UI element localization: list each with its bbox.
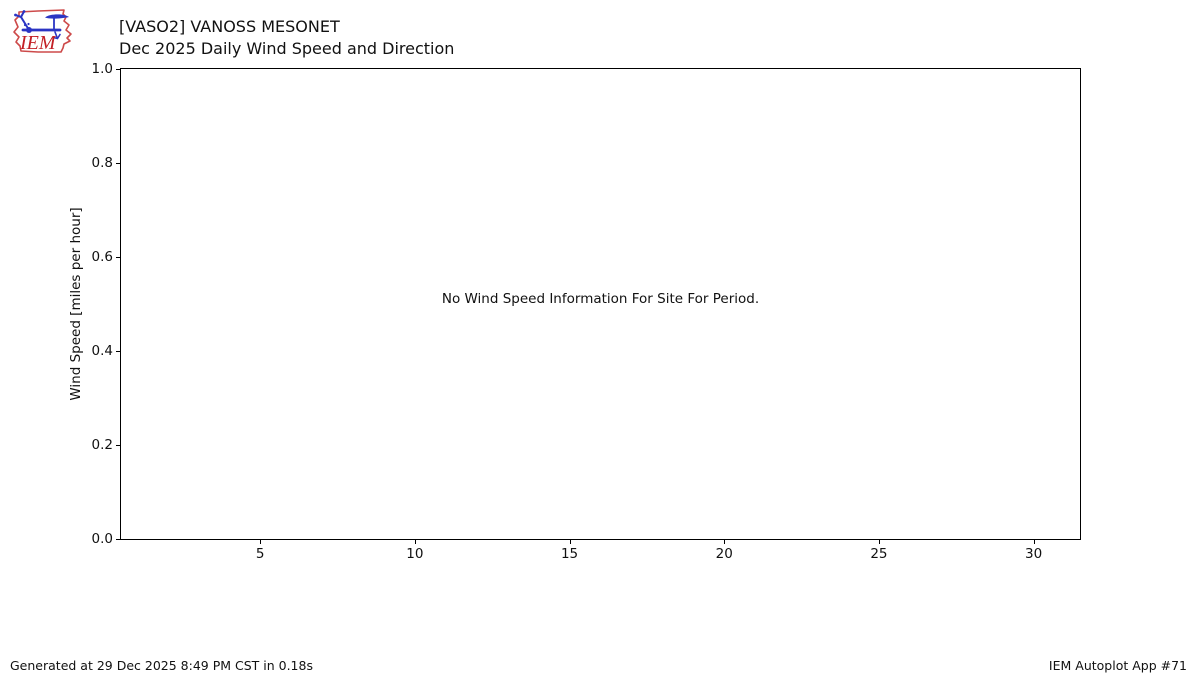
- y-tick-label: 0.8: [91, 155, 113, 171]
- x-tick-mark: [724, 539, 725, 544]
- y-tick-mark: [116, 539, 121, 540]
- y-tick-mark: [116, 163, 121, 164]
- app-credit-text: IEM Autoplot App #71: [1048, 658, 1187, 673]
- x-tick-mark: [570, 539, 571, 544]
- x-tick-mark: [415, 539, 416, 544]
- y-tick-mark: [116, 257, 121, 258]
- x-tick-label: 25: [870, 546, 888, 562]
- y-tick-label: 0.4: [91, 343, 113, 359]
- iem-logo-text: IEM: [20, 32, 56, 54]
- x-tick-label: 5: [255, 546, 265, 562]
- y-tick-label: 1.0: [91, 61, 113, 77]
- iem-logo-graphic: [8, 4, 78, 58]
- x-tick-label: 10: [406, 546, 424, 562]
- iem-logo: [8, 4, 78, 58]
- y-tick-label: 0.2: [91, 437, 113, 453]
- y-tick-label: 0.0: [91, 531, 113, 547]
- y-axis-label: Wind Speed [miles per hour]: [68, 207, 84, 401]
- chart-subtitle: Dec 2025 Daily Wind Speed and Direction: [119, 39, 455, 58]
- y-tick-label: 0.6: [91, 249, 113, 265]
- no-data-message: No Wind Speed Information For Site For Period.: [441, 291, 760, 308]
- y-tick-mark: [116, 69, 121, 70]
- x-tick-mark: [260, 539, 261, 544]
- generated-at-text: Generated at 29 Dec 2025 8:49 PM CST in 0.18s: [10, 658, 313, 673]
- y-tick-mark: [116, 445, 121, 446]
- x-tick-label: 20: [715, 546, 733, 562]
- station-title: [VASO2] VANOSS MESONET: [119, 17, 340, 36]
- x-tick-mark: [1034, 539, 1035, 544]
- plot-area: [91, 61, 1081, 562]
- x-tick-label: 30: [1025, 546, 1043, 562]
- x-tick-mark: [879, 539, 880, 544]
- title-block: [119, 16, 454, 60]
- x-tick-label: 15: [560, 546, 579, 562]
- y-tick-mark: [116, 351, 121, 352]
